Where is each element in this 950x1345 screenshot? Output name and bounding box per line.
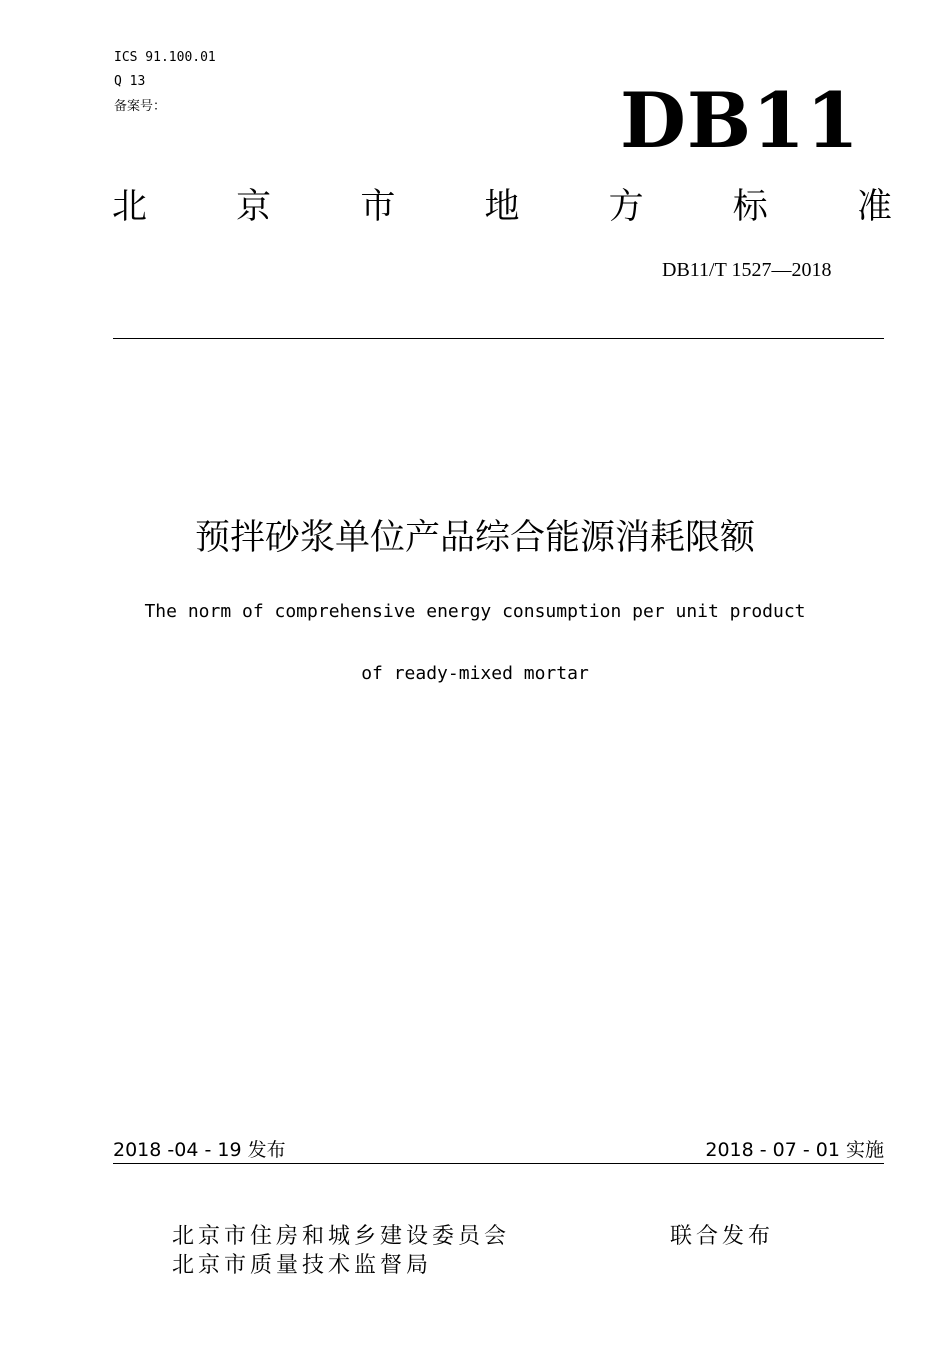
standard-type-heading: [112, 182, 892, 232]
issuer-housing-commission: 北京市住房和城乡建设委员会: [172, 1224, 511, 1249]
standard-type-char: 方: [608, 187, 644, 227]
joint-release-label: 联合发布: [670, 1224, 775, 1249]
standard-type-char: 京: [236, 187, 272, 227]
classification-code: Q 13: [114, 74, 146, 89]
document-title-english-line1: The norm of comprehensive energy consumption per unit product: [144, 601, 806, 622]
implementation-date: 2018 - 07 - 01 实施: [705, 1139, 884, 1161]
issue-date: 2018 -04 - 19 发布: [113, 1139, 286, 1161]
document-title-chinese: 预拌砂浆单位产品综合能源消耗限额: [194, 518, 755, 558]
issuer-quality-bureau: 北京市质量技术监督局: [172, 1253, 433, 1278]
standard-type-char: 市: [360, 187, 396, 227]
registration-number-label: 备案号：: [114, 99, 167, 114]
standard-code: DB11/T 1527—2018: [662, 259, 832, 281]
standard-type-char: 准: [856, 187, 892, 227]
standard-type-char: 地: [484, 187, 520, 227]
footer-divider: [113, 1163, 884, 1164]
document-title-english-line2: of ready-mixed mortar: [361, 663, 589, 684]
standard-type-char: 北: [112, 187, 148, 227]
ics-number: ICS 91.100.01: [114, 50, 216, 65]
header-divider: [113, 338, 884, 339]
standard-type-char: 标: [732, 187, 768, 227]
db11-logo: DB11: [620, 76, 860, 165]
